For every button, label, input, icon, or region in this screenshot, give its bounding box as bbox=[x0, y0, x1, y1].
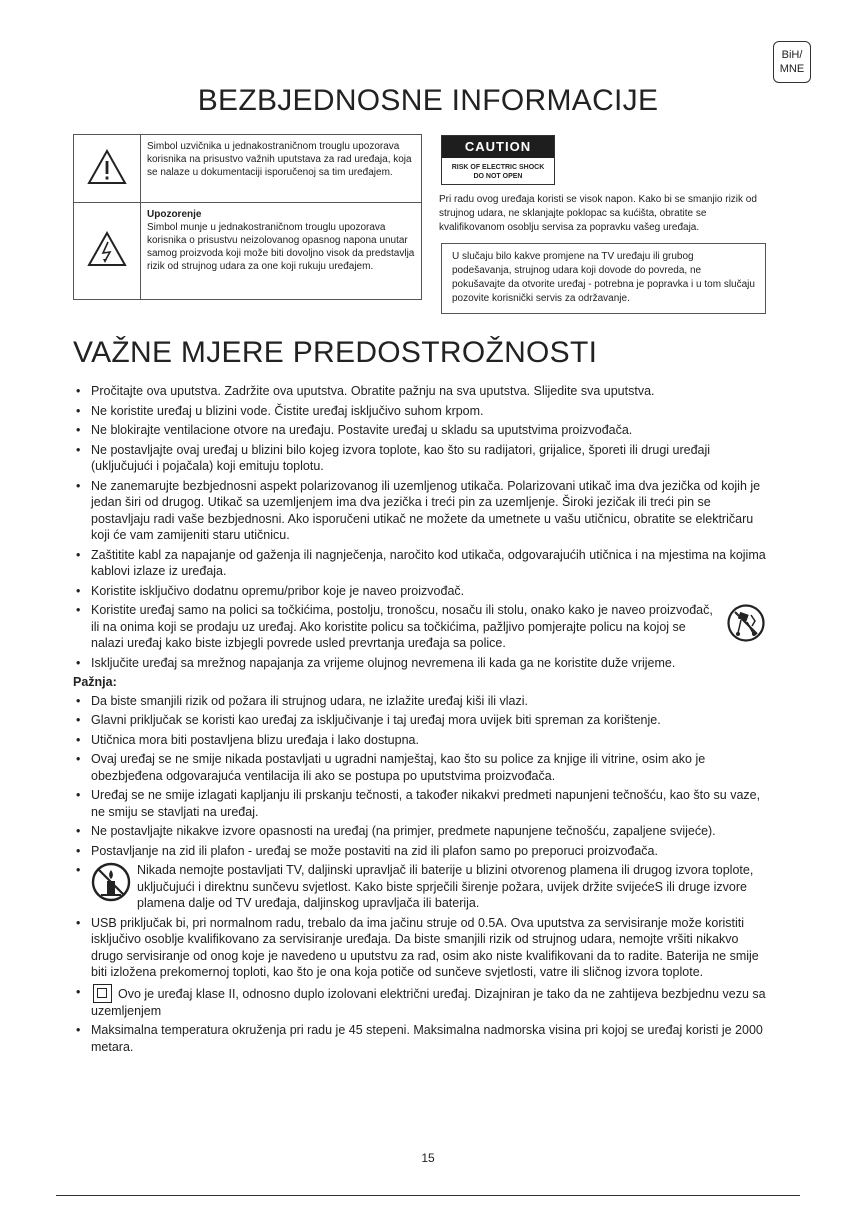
list-item: • Ne postavljajte ovaj uređaj u blizini bilo kojeg izvora toplote, kao što su radijatori, grijalice, šporeti ili drugi uređaji (uključujući i pojačala) koji emituju toplotu. bbox=[73, 442, 773, 475]
list-item: • Ne koristite uređaj u blizini vode. Čistite uređaj isključivo suhom krpom. bbox=[73, 403, 773, 420]
flame-warning-text: Nikada nemojte postavljati TV, daljinski upravljač ili baterije u blizini otvorenog plamena ili drugog izvora toplote, uključujući i direktnu sunčevu svjetlost. Kako biste sprječili širenje požara, uvijek držite svijećeS ili druge izvore plamena dalje od TV uređaja, daljinskog upravljača ili baterija. bbox=[137, 863, 754, 910]
list-item: • Maksimalna temperatura okruženja pri radu je 45 stepeni. Maksimalna nadmorska visina pri kojoj se uređaj koristi je 2000 metara. bbox=[73, 1022, 773, 1055]
list-item: • Isključite uređaj sa mrežnog napajanja za vrijeme olujnog nevremena ili kada ga ne koristite duže vrijeme. bbox=[73, 655, 773, 672]
list-item: • Da biste smanjili rizik od požara ili strujnog udara, ne izlažite uređaj kiši ili vlazi. bbox=[73, 693, 773, 710]
list-item: • Ne zanemarujte bezbjednosni aspekt polarizovanog ili uzemljenog utikača. Polarizovani utikač ima dva jezička od kojih je jedan širi od drugog. Utikač sa uzemljenjem ima dva jezička i treći pin za uzemljenje. Široki jezičak ili treći pin se postavljaju radi vaše bezbjednosni. Ako isporučeni utikač ne možete da umetnete u vašu utičnicu, obratite se električaru koji će vam zamijeniti staru utičnicu. bbox=[73, 478, 773, 544]
language-tag-line-2: MNE bbox=[779, 63, 805, 75]
warning-description: Simbol munje u jednakostraničnom trouglu upozorava korisnika o prisustvu neizolovanog opasnog napona unutar samog proizvoda koji može biti dovoljno visok da predstavlja rizik od strujnog udara za one koji rukuju uređajem. bbox=[147, 222, 415, 272]
cart-warning-text: Koristite uređaj samo na polici sa točkićima, postolju, tronošcu, nosaču ili stolu, onako kako je naveo proizvođač, ili na onima koji se prodaju uz uređaj. Ako koristite policu sa točkićima, pažljivo pomjerajte policu na kojoj se nalazi uređaj kako biste izbjegli povrede usled prevrtanja uređaja sa police. bbox=[91, 603, 713, 650]
list-item: • Ne postavljajte nikakve izvore opasnosti na uređaj (na primjer, predmete napunjene tečnošću, zapaljene svijeće). bbox=[73, 823, 773, 840]
list-item: • Pročitajte ova uputstva. Zadržite ova uputstva. Obratite pažnju na sva uputstva. Slijedite sva uputstva. bbox=[73, 383, 773, 400]
list-item: • Utičnica mora biti postavljena blizu uređaja i lako dostupna. bbox=[73, 732, 773, 749]
list-item-flame bbox=[73, 862, 773, 912]
list-item: • Ovaj uređaj se ne smije nikada postavljati u ugradni namještaj, kao što su police za knjige ili vitrine, osim ako je obezbjeđena odgovarajuća ventilacija ili ako se postupa po uputstvima proizvođača. bbox=[73, 751, 773, 784]
double-insulation-icon bbox=[93, 984, 112, 1003]
list-item: • Zaštitite kabl za napajanje od gaženja ili nagnječenja, naročito kod utikača, odgovarajućih utičnica i na mjestima na kojima kablovi izlaze iz uređaja. bbox=[73, 547, 773, 580]
language-tag bbox=[773, 41, 811, 83]
list-item: • Glavni priključak se koristi kao uređaj za isključivanje i taj uređaj mora uvijek biti spreman za korištenje. bbox=[73, 712, 773, 729]
list-item: • Koristite isključivo dodatnu opremu/pribor koje je naveo proizvođač. bbox=[73, 583, 773, 600]
no-open-flame-icon bbox=[91, 862, 131, 907]
caution-heading: Pažnja: bbox=[73, 675, 117, 689]
list-item-class2 bbox=[73, 984, 773, 1020]
section-title: VAŽNE MJERE PREDOSTROŽNOSTI bbox=[73, 336, 598, 369]
language-tag-line-1: BiH/ bbox=[781, 49, 803, 61]
warning-heading: Upozorenje bbox=[147, 209, 202, 220]
list-item: • Postavljanje na zid ili plafon - uređaj se može postaviti na zid ili plafon samo po preporuci proizvođača. bbox=[73, 843, 773, 860]
list-item: • Ne blokirajte ventilacione otvore na uređaju. Postavite uređaj u skladu sa uputstvima proizvođača. bbox=[73, 422, 773, 439]
caution-subtext bbox=[442, 158, 554, 181]
caution-title: CAUTION bbox=[442, 136, 554, 158]
change-notice-box: U slučaju bilo kakve promjene na TV uređaju ili grubog podešavanja, strujnog udara koji dovode do povreda, ne pokušavajte da otvorite uređaj - potrebna je popravka i u tom slučaju pozovite korisnički servis za održavanje. bbox=[441, 243, 766, 314]
precautions-list bbox=[73, 383, 773, 671]
exclamation-triangle-icon bbox=[74, 135, 141, 203]
cautions-list bbox=[73, 693, 773, 1056]
lightning-triangle-icon bbox=[74, 203, 141, 300]
list-item: • USB priključak bi, pri normalnom radu, trebalo da ima jačinu struje od 0.5A. Ova uputstva za servisiranje može koristiti isključivo osoblje kvalifikovano za servisiranje uređaja. Da biste smanjili rizik od strujnog udara, nemojte vršiti nikakvo drugo servisiranje od onog koje je navedeno u uputstvu za rad, osim ako niste kvalifikovani da to radite. Baterija ne smije biti izložena prekomernoj toploti, kao što je ona koja potiče od sunčeve svjetlosti, vatre ili sličnog izvora toplote. bbox=[73, 915, 773, 981]
class2-text: Ovo je uređaj klase II, odnosno duplo izolovani električni uređaj. Dizajniran je tako da ne zahtijeva bezbjednu vezu sa uzemljenjem bbox=[91, 986, 766, 1018]
caution-label bbox=[441, 135, 555, 185]
list-item: • Uređaj se ne smije izlagati kapljanju ili prskanju tečnosti, a također nikakvi predmeti napunjeni tečnošću, kao što su vaze, ne smiju se stavljati na uređaj. bbox=[73, 787, 773, 820]
warning-cell bbox=[141, 203, 422, 300]
page-number: 15 bbox=[421, 1151, 435, 1165]
footer-divider bbox=[56, 1195, 800, 1196]
page-title: BEZBJEDNOSNE INFORMACIJE bbox=[197, 84, 659, 117]
precautions-content bbox=[73, 383, 773, 1058]
high-voltage-text: Pri radu ovog uređaja koristi se visok napon. Kako bi se smanjio rizik od strujnog udara, ne sklanjajte poklopac sa kućišta, obratite se kvalifikovanom osoblju servisa za popravku vašeg uređaja. bbox=[439, 194, 757, 233]
cart-warning-icon bbox=[727, 604, 765, 647]
exclamation-description: Simbol uzvičnika u jednakostraničnom trouglu upozorava korisnika na prisustvo važnih uputstava za rad uređaja, koja se nalaze u dokumentaciji isporučenoj sa tim uređajem. bbox=[141, 135, 422, 203]
symbol-table bbox=[73, 134, 422, 300]
caution-line-1: RISK OF ELECTRIC SHOCK bbox=[451, 164, 545, 171]
list-item-cart bbox=[73, 602, 773, 652]
caution-line-2: DO NOT OPEN bbox=[473, 173, 523, 180]
